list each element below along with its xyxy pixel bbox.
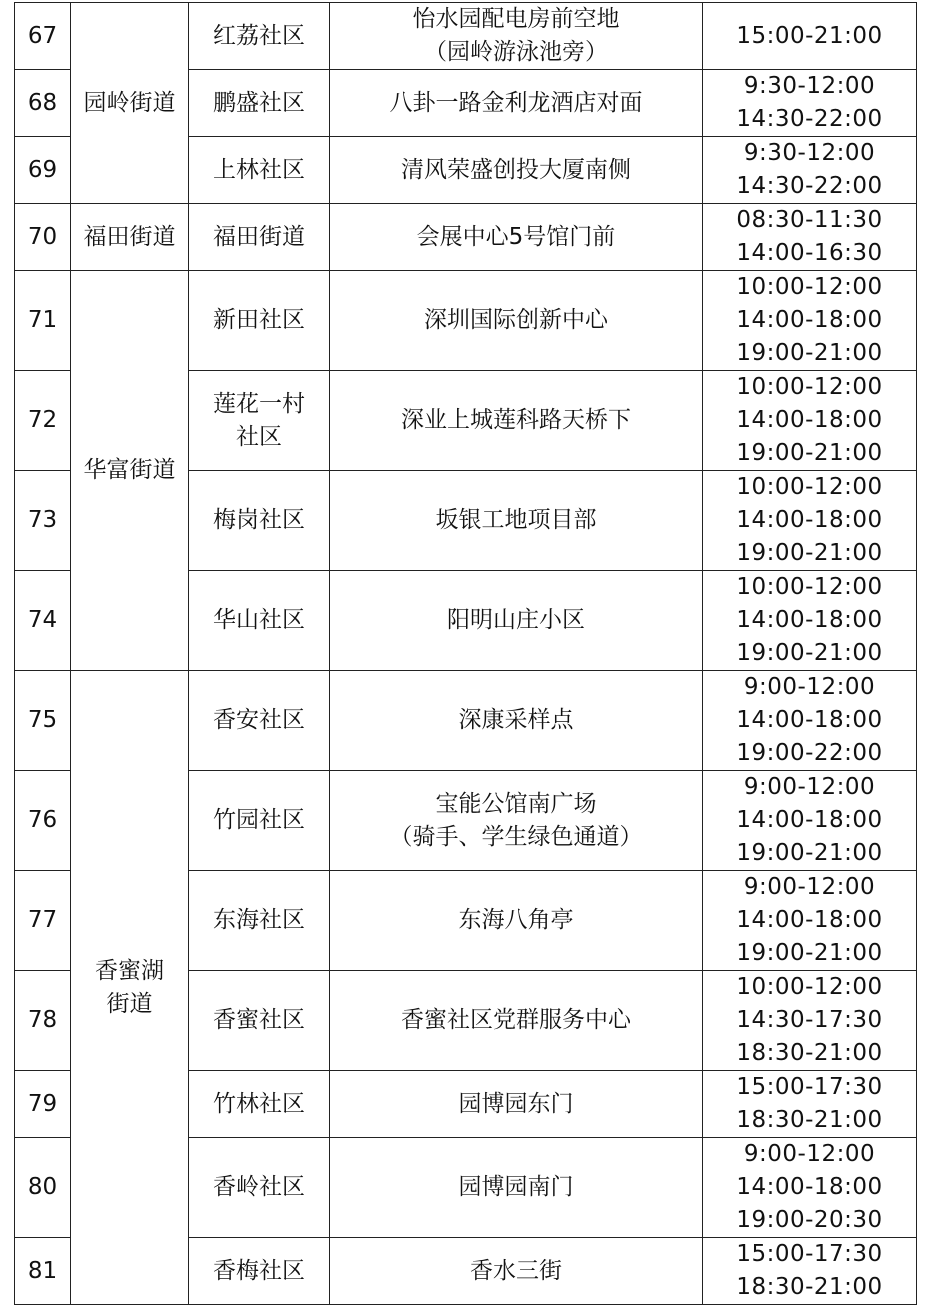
time-slot: 14:00-18:00 <box>736 307 883 333</box>
time-slot: 14:00-18:00 <box>736 407 883 433</box>
community-cell <box>189 371 330 471</box>
community-label: 竹林社区 <box>213 1090 305 1117</box>
time-slot: 18:30-21:00 <box>736 1107 883 1133</box>
time-cell <box>703 871 917 971</box>
row-number-cell: 80 <box>15 1138 71 1238</box>
time-cell <box>703 1238 917 1305</box>
table-row <box>15 3 917 70</box>
row-number-cell: 70 <box>15 204 71 271</box>
community-cell <box>189 771 330 871</box>
community-cell <box>189 571 330 671</box>
community-label: 新田社区 <box>213 307 305 333</box>
time-cell <box>703 671 917 771</box>
site-label: 会展中心5号馆门前 <box>416 223 616 250</box>
time-slot: 08:30-11:30 <box>736 207 883 233</box>
table-row <box>15 271 917 371</box>
time-slot: 14:30-17:30 <box>736 1007 883 1033</box>
street-cell <box>71 671 189 1305</box>
community-label: 红荔社区 <box>213 22 305 49</box>
street-label: 华富街道 <box>83 457 176 483</box>
community-label: 竹园社区 <box>213 807 305 833</box>
community-cell <box>189 137 330 204</box>
site-cell <box>330 871 703 971</box>
site-label: 八卦一路金利龙酒店对面 <box>389 89 643 116</box>
community-label: 香蜜社区 <box>213 1007 305 1033</box>
time-slot: 9:30-12:00 <box>743 140 876 166</box>
community-cell <box>189 1071 330 1138</box>
row-number-cell: 68 <box>15 70 71 137</box>
site-cell <box>330 204 703 271</box>
time-slot: 9:00-12:00 <box>743 674 876 700</box>
time-slot: 15:00-21:00 <box>736 22 883 49</box>
community-label: 东海社区 <box>213 907 305 933</box>
row-number-cell: 72 <box>15 371 71 471</box>
site-cell <box>330 571 703 671</box>
community-label: 莲花一村 <box>213 390 305 417</box>
time-cell <box>703 1138 917 1238</box>
community-cell <box>189 871 330 971</box>
street-cell <box>71 3 189 204</box>
community-label: 鹏盛社区 <box>213 89 305 116</box>
site-cell <box>330 371 703 471</box>
site-cell <box>330 1071 703 1138</box>
community-label: 梅岗社区 <box>213 507 305 533</box>
site-label: 坂银工地项目部 <box>435 507 597 533</box>
community-cell <box>189 971 330 1071</box>
site-label: （骑手、学生绿色通道） <box>389 823 643 850</box>
community-label: 香安社区 <box>213 707 305 733</box>
time-slot: 9:00-12:00 <box>743 774 876 800</box>
row-number-cell: 67 <box>15 3 71 70</box>
site-cell <box>330 471 703 571</box>
community-cell <box>189 271 330 371</box>
community-cell <box>189 70 330 137</box>
row-number-cell: 74 <box>15 571 71 671</box>
site-cell <box>330 771 703 871</box>
time-cell <box>703 3 917 70</box>
testing-sites-table <box>14 2 917 1305</box>
time-cell <box>703 271 917 371</box>
time-slot: 14:00-18:00 <box>736 1174 883 1200</box>
time-cell <box>703 771 917 871</box>
street-label: 园岭街道 <box>83 89 176 116</box>
time-slot: 19:00-21:00 <box>736 440 883 466</box>
site-cell <box>330 1138 703 1238</box>
site-label: 香蜜社区党群服务中心 <box>401 1007 631 1033</box>
time-slot: 18:30-21:00 <box>736 1040 883 1066</box>
street-label: 香蜜湖 <box>95 957 164 984</box>
time-slot: 10:00-12:00 <box>736 474 883 500</box>
time-slot: 19:00-21:00 <box>736 940 883 966</box>
site-cell <box>330 671 703 771</box>
time-slot: 14:00-18:00 <box>736 707 883 733</box>
row-number-cell: 73 <box>15 471 71 571</box>
time-slot: 14:00-18:00 <box>736 507 883 533</box>
time-slot: 19:00-21:00 <box>736 840 883 866</box>
time-slot: 10:00-12:00 <box>736 574 883 600</box>
site-label: （园岭游泳池旁） <box>424 39 608 65</box>
row-number-cell: 79 <box>15 1071 71 1138</box>
community-cell <box>189 1238 330 1305</box>
time-cell <box>703 471 917 571</box>
time-slot: 14:00-18:00 <box>736 907 883 933</box>
site-label: 清风荣盛创投大厦南侧 <box>401 156 631 183</box>
time-slot: 19:00-22:00 <box>736 740 883 766</box>
street-label: 福田街道 <box>83 223 176 250</box>
time-slot: 9:30-12:00 <box>743 73 876 99</box>
time-cell <box>703 971 917 1071</box>
row-number-cell: 69 <box>15 137 71 204</box>
time-slot: 10:00-12:00 <box>736 974 883 1000</box>
community-label: 社区 <box>236 423 282 450</box>
row-number-cell: 78 <box>15 971 71 1071</box>
table-row <box>15 671 917 771</box>
site-label: 园博园南门 <box>458 1174 574 1200</box>
site-label: 宝能公馆南广场 <box>435 790 597 817</box>
time-cell <box>703 371 917 471</box>
time-slot: 15:00-17:30 <box>736 1074 883 1100</box>
site-label: 怡水园配电房前空地 <box>412 6 620 32</box>
time-slot: 10:00-12:00 <box>736 274 883 300</box>
site-label: 深业上城莲科路天桥下 <box>401 407 631 433</box>
site-cell <box>330 70 703 137</box>
site-cell <box>330 271 703 371</box>
community-label: 华山社区 <box>213 607 305 633</box>
community-cell <box>189 204 330 271</box>
time-slot: 9:00-12:00 <box>743 874 876 900</box>
site-label: 园博园东门 <box>458 1090 574 1117</box>
community-label: 上林社区 <box>213 156 305 183</box>
time-slot: 18:30-21:00 <box>736 1274 883 1300</box>
community-label: 香梅社区 <box>213 1257 305 1284</box>
row-number-cell: 81 <box>15 1238 71 1305</box>
community-label: 福田街道 <box>213 223 305 250</box>
site-cell <box>330 971 703 1071</box>
site-cell <box>330 3 703 70</box>
table-row <box>15 204 917 271</box>
community-cell <box>189 671 330 771</box>
site-cell <box>330 137 703 204</box>
row-number-cell: 77 <box>15 871 71 971</box>
row-number-cell: 71 <box>15 271 71 371</box>
site-label: 香水三街 <box>470 1257 562 1284</box>
time-slot: 14:30-22:00 <box>736 106 883 132</box>
time-slot: 19:00-21:00 <box>736 640 883 666</box>
time-cell <box>703 1071 917 1138</box>
site-label: 深圳国际创新中心 <box>424 307 608 333</box>
community-label: 香岭社区 <box>213 1174 305 1200</box>
street-label: 街道 <box>106 990 153 1017</box>
row-number-cell: 76 <box>15 771 71 871</box>
time-cell <box>703 70 917 137</box>
community-cell <box>189 3 330 70</box>
community-cell <box>189 471 330 571</box>
time-slot: 14:00-18:00 <box>736 807 883 833</box>
time-slot: 14:00-16:30 <box>736 240 883 266</box>
site-label: 东海八角亭 <box>458 907 574 933</box>
street-cell <box>71 204 189 271</box>
time-slot: 9:00-12:00 <box>743 1141 876 1167</box>
community-cell <box>189 1138 330 1238</box>
time-cell <box>703 204 917 271</box>
time-slot: 19:00-21:00 <box>736 340 883 366</box>
time-slot: 15:00-17:30 <box>736 1241 883 1267</box>
time-slot: 14:00-18:00 <box>736 607 883 633</box>
time-slot: 19:00-21:00 <box>736 540 883 566</box>
site-cell <box>330 1238 703 1305</box>
row-number-cell: 75 <box>15 671 71 771</box>
time-slot: 14:30-22:00 <box>736 173 883 199</box>
time-slot: 10:00-12:00 <box>736 374 883 400</box>
time-cell <box>703 571 917 671</box>
site-label: 阳明山庄小区 <box>447 607 585 633</box>
time-cell <box>703 137 917 204</box>
street-cell <box>71 271 189 671</box>
time-slot: 19:00-20:30 <box>736 1207 883 1233</box>
site-label: 深康采样点 <box>458 707 574 733</box>
